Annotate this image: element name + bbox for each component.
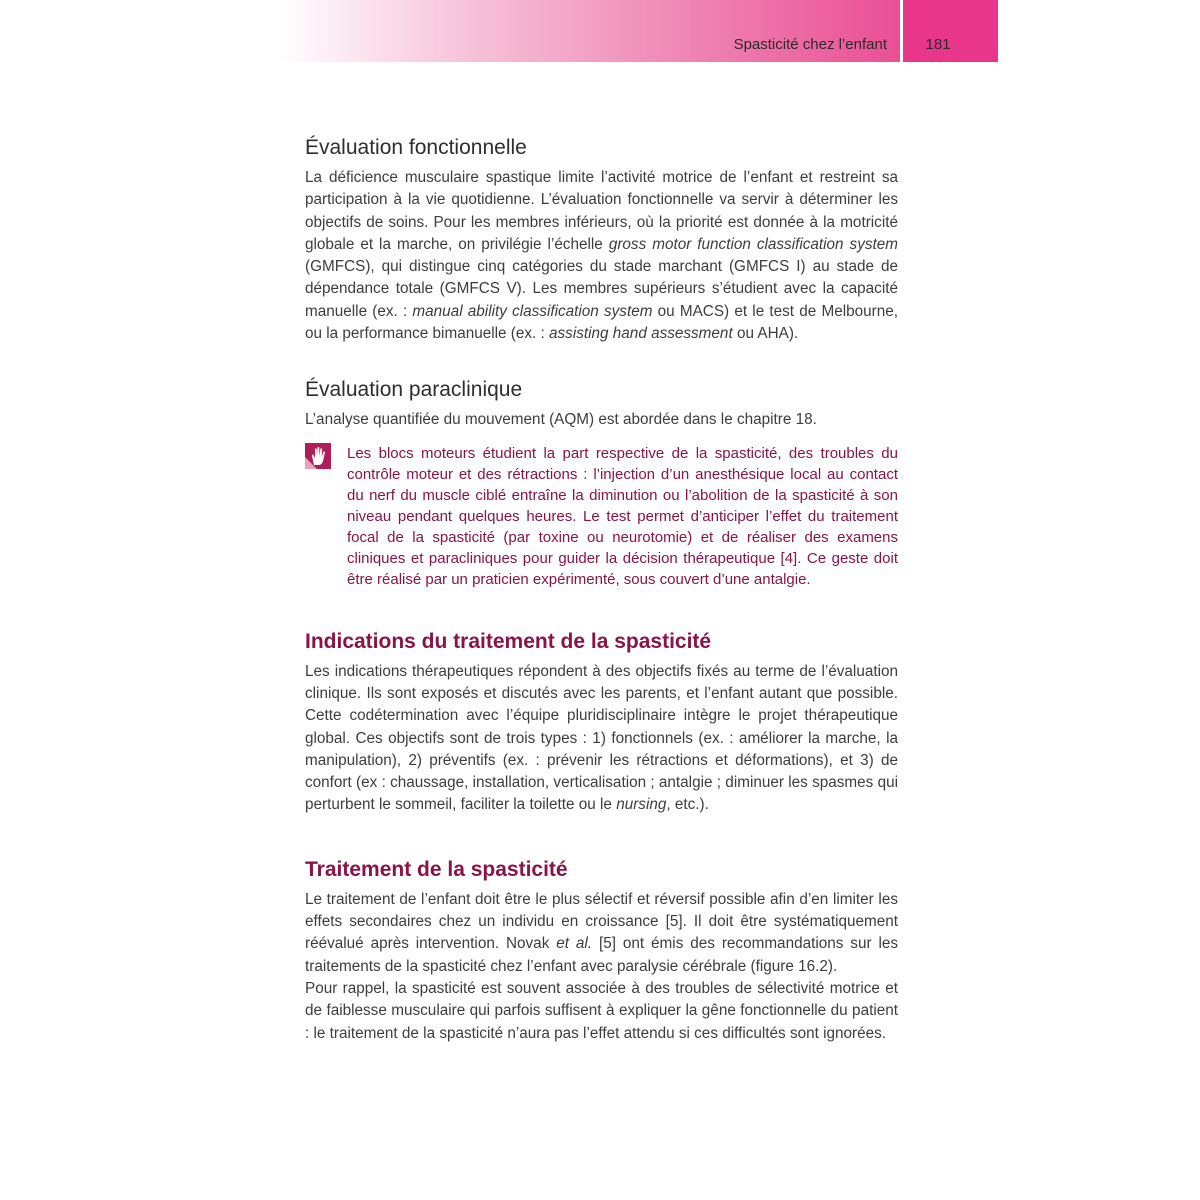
highlight-box-text: Les blocs moteurs étudient la part respective de la spasticité, des troubles du contrôle moteur et des rétractions : l’injection d’un anesthésique local au contact du nerf du muscle ciblé entraîne la diminution ou l’abolition de la spasticité à son niveau pendant quelques heures. Le test permet d’anticiper l’effet du traitement focal de la spasticité (par toxine ou neurotomie) et de réaliser des examens cliniques et paracliniques pour guider la décision thérapeutique [4]. Ce geste doit être réalisé par un praticien expérimenté, sous couvert d’une antalgie. xyxy=(347,444,898,588)
section-title-traitement: Traitement de la spasticité xyxy=(305,857,568,881)
section-title-evaluation-paraclinique: Évaluation paraclinique xyxy=(305,378,523,402)
paragraph-indications: Les indications thérapeutiques répondent à des objectifs fixés au terme de l’évaluation clinique. Ils sont exposés et discutés avec les parents, et l’enfant autant que possible. Cette codétermination avec l’équipe pluridisciplinaire intègre le projet thérapeutique global. Ces objectifs sont de trois types : 1) fonctionnels (ex. : améliorer la marche, la manipulation), 2) préventifs (ex. : prévenir les rétractions et déformations), et 3) de confort (ex : chaussage, installation, verticalisation ; antalgie ; diminuer les spasmes qui perturbent le sommeil, faciliter la toilette ou le nursing, etc.). xyxy=(305,662,898,814)
section-title-indications: Indications du traitement de la spasticité xyxy=(305,629,712,653)
page-content xyxy=(305,134,898,1045)
hand-icon xyxy=(305,443,331,469)
paragraph-traitement-1: Le traitement de l’enfant doit être le plus sélectif et réversif possible afin d’en limiter les effets secondaires chez un individu en croissance [5]. Il doit être systématiquement réévalué après intervention. Novak et al. [5] ont émis des recommandations sur les traitements de la spasticité chez l’enfant avec paralysie cérébrale (figure 16.2). xyxy=(305,890,899,975)
running-title: Spasticité chez l’enfant xyxy=(733,36,887,53)
paragraph-evaluation-fonctionnelle: La déficience musculaire spastique limite l’activité motrice de l’enfant et restreint sa participation à la vie quotidienne. L’évaluation fonctionnelle va servir à déterminer les objectifs de soins. Pour les membres inférieurs, où la priorité est donnée à la motricité globale et la marche, on privilégie l’échelle gross motor function classification system (GMFCS), qui distingue cinq catégories du stade marchant (GMFCS I) au stade de dépendance totale (GMFCS V). Les membres supérieurs s’étudient avec la capacité manuelle (ex. : manual ability classification system ou MACS) et le test de Melbourne, ou la performance bimanuelle (ex. : assisting hand assessment ou AHA). xyxy=(305,169,898,343)
page-number: 181 xyxy=(925,36,951,53)
paragraph-traitement-2: Pour rappel, la spasticité est souvent associée à des troubles de sélectivité motrice et de faiblesse musculaire qui parfois suffisent à expliquer la gêne fonctionnelle du patient : le traitement de la spasticité n’aura pas l’effet attendu si ces difficultés sont ignorées. xyxy=(305,979,898,1042)
highlight-box xyxy=(305,443,898,590)
paragraph-evaluation-paraclinique: L’analyse quantifiée du mouvement (AQM) est abordée dans le chapitre 18. xyxy=(305,411,817,429)
section-title-evaluation-fonctionnelle: Évaluation fonctionnelle xyxy=(305,136,527,159)
